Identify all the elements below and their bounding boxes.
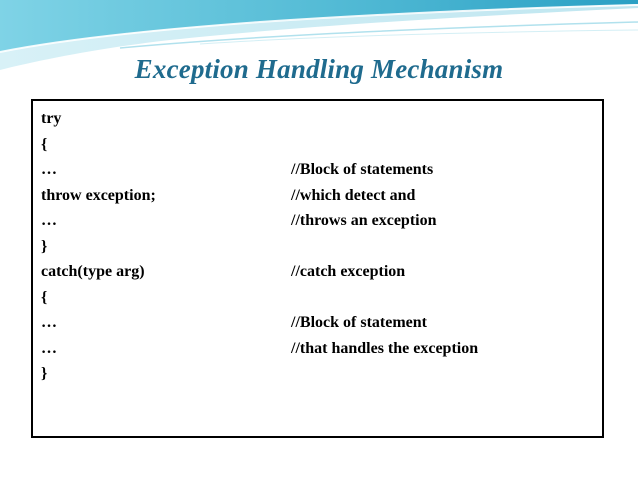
code-line — [41, 234, 601, 260]
code-text: try — [41, 110, 62, 127]
code-text: … — [41, 340, 57, 357]
code-text: throw exception; — [41, 187, 156, 204]
code-comment: //catch exception — [291, 263, 406, 280]
code-line — [41, 208, 601, 234]
code-line — [41, 183, 601, 209]
code-text: … — [41, 161, 57, 178]
code-block — [31, 99, 604, 438]
code-line — [41, 132, 601, 158]
code-comment: //that handles the exception — [291, 340, 479, 357]
code-line — [41, 157, 601, 183]
code-line — [41, 106, 601, 132]
code-text: … — [41, 212, 57, 229]
code-line — [41, 259, 601, 285]
code-line — [41, 336, 601, 362]
code-text: { — [41, 289, 48, 306]
code-line — [41, 361, 601, 387]
code-comment: //throws an exception — [291, 212, 437, 229]
code-text: } — [41, 365, 48, 382]
slide-title: Exception Handling Mechanism — [134, 54, 504, 84]
code-text: { — [41, 136, 48, 153]
code-comment: //Block of statement — [291, 314, 427, 331]
code-text: … — [41, 314, 57, 331]
code-text: catch(type arg) — [41, 263, 145, 280]
code-comment: //Block of statements — [291, 161, 434, 178]
code-text: } — [41, 238, 48, 255]
code-line — [41, 285, 601, 311]
code-line — [41, 310, 601, 336]
code-comment: //which detect and — [291, 187, 416, 204]
